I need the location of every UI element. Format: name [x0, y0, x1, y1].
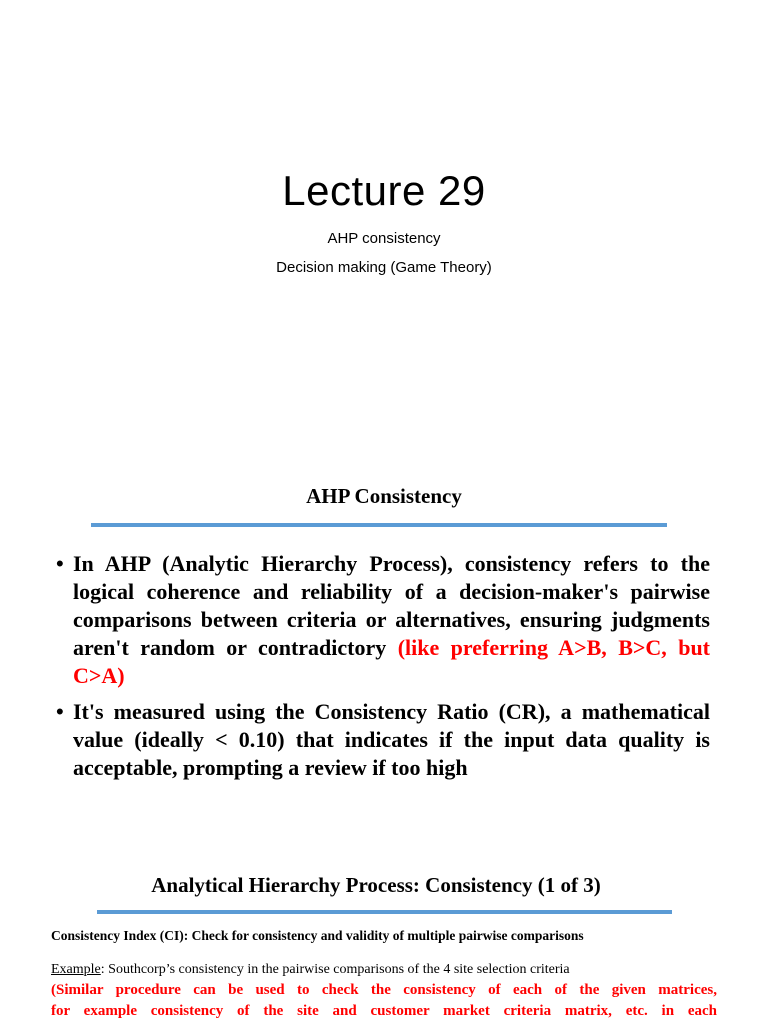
ahp-process-slide: [0, 860, 768, 1024]
note-line-2: for example consistency of the site and customer market criteria matrix, etc. in each: [51, 1003, 717, 1019]
bullet-item-2: [56, 698, 710, 782]
title-slide: [0, 0, 768, 440]
bullet-text: In AHP (Analytic Hierarchy Process), consistency refers to the logical coherence and reliability of a decision-maker's pairwise comparisons between criteria or alternatives, ensuring judgments aren't random or contradictory: [73, 551, 710, 660]
bullet-icon: •: [56, 551, 64, 576]
bullet-list: [56, 550, 710, 790]
slide-title: Analytical Hierarchy Process: Consistency (1 of 3): [151, 873, 601, 897]
bullet-text: It's measured using the Consistency Ratio (CR), a mathematical value (ideally < 0.10) that indicates if the input data quality is acceptable, prompting a review if too high: [73, 699, 710, 780]
ahp-consistency-slide: [0, 440, 768, 860]
example-text: : Southcorp’s consistency in the pairwise comparisons of the 4 site selection criteria: [100, 962, 570, 977]
bullet-icon: •: [56, 699, 64, 724]
title-underline: [97, 910, 672, 914]
slide-title: AHP Consistency: [306, 484, 462, 508]
note-line-1: (Similar procedure can be used to check the consistency of each of the given matrices,: [51, 982, 717, 998]
lecture-title: Lecture 29: [282, 167, 486, 214]
lecture-subtitle-2: Decision making (Game Theory): [276, 259, 492, 276]
slide-body: [51, 926, 717, 1022]
consistency-index-line: Consistency Index (CI): Check for consistency and validity of multiple pairwise comparisons: [51, 928, 584, 943]
bullet-highlight: (like preferring A>B, B>C, but C>A): [73, 635, 710, 688]
example-label: Example: [51, 962, 101, 977]
title-underline: [91, 523, 667, 527]
bullet-item-1: [56, 550, 710, 690]
lecture-subtitle-1: AHP consistency: [327, 230, 441, 247]
example-line: [51, 960, 717, 980]
